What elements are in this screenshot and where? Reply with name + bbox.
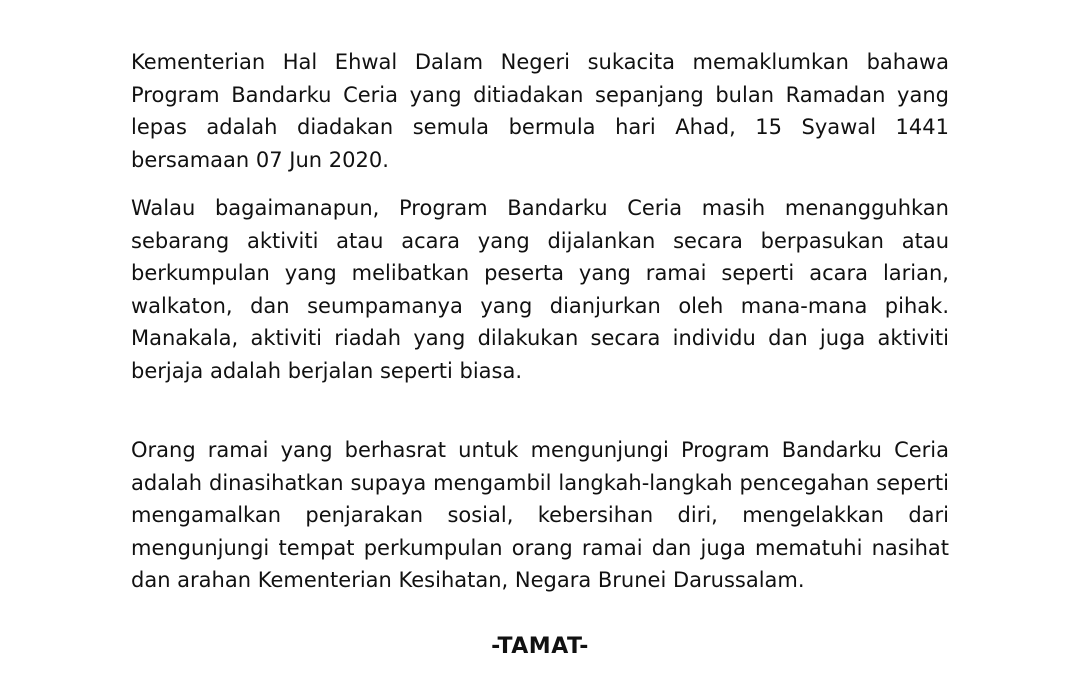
paragraph-advice: Orang ramai yang berhasrat untuk mengunjungi Program Bandarku Ceria adalah dinasihatkan supaya mengambil langkah-langkah pencegahan seperti mengamalkan penjarakan sosial, kebersihan diri, mengelakkan dari mengunjungi tempat perkumpulan orang ramai dan juga mematuhi nasihat dan arahan Kementerian Kesihatan, Negara Brunei Darussalam.: [131, 438, 949, 592]
paragraph-restrictions: Walau bagaimanapun, Program Bandarku Ceria masih menangguhkan sebarang aktiviti atau acara yang dijalankan secara berpasukan atau berkumpulan yang melibatkan peserta yang ramai seperti acara larian, walkaton, dan seumpamanya yang dianjurkan oleh mana-mana pihak. Manakala, aktiviti riadah yang dilakukan secara individu dan juga aktiviti berjaja adalah berjalan seperti biasa.: [131, 196, 949, 383]
closing-mark: -TAMAT-: [491, 634, 589, 659]
paragraph-announcement: Kementerian Hal Ehwal Dalam Negeri sukacita memaklumkan bahawa Program Bandarku Ceria yang ditiadakan sepanjang bulan Ramadan yang lepas adalah diadakan semula bermula hari Ahad, 15 Syawal 1441 bersamaan 07 Jun 2020.: [131, 50, 949, 172]
press-release-body: [131, 46, 949, 597]
